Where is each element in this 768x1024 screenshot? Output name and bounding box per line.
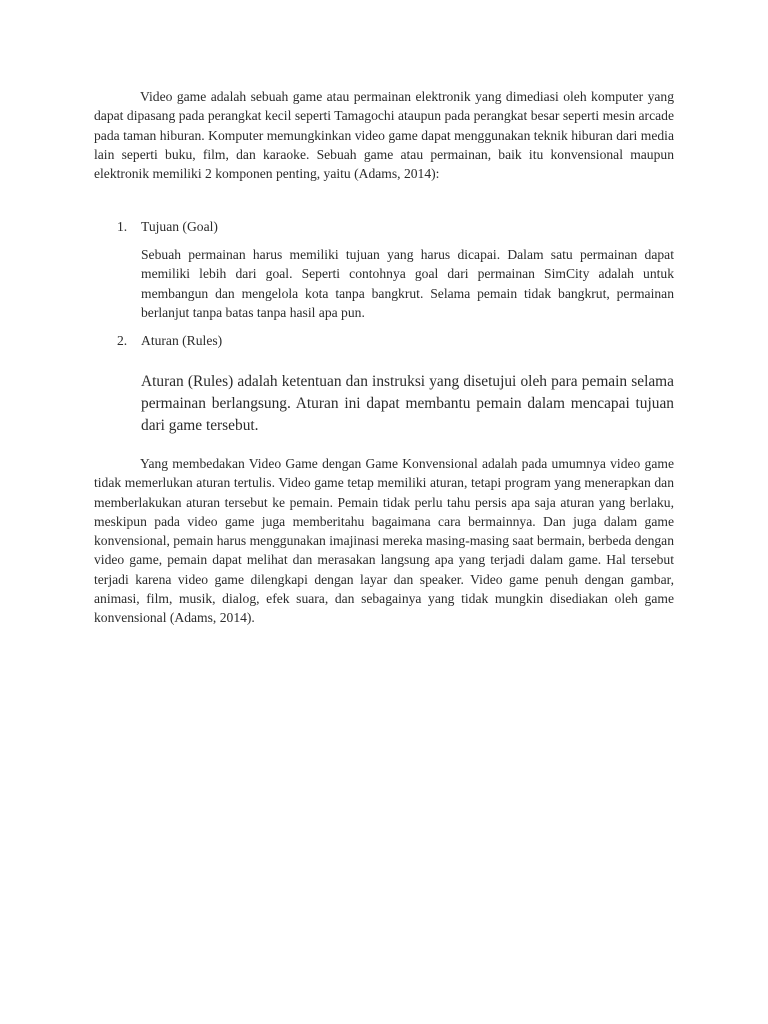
list-title: Aturan (Rules) xyxy=(141,333,223,348)
list-body-rules: Aturan (Rules) adalah ketentuan dan instruksi yang disetujui oleh para pemain selama permainan berlangsung. Aturan ini dapat membantu pemain dalam mencapai tujuan dari game tersebut. xyxy=(141,373,674,434)
list-title: Tujuan (Goal) xyxy=(141,219,218,234)
list-item-rules xyxy=(117,331,317,351)
intro-paragraph: Video game adalah sebuah game atau permainan elektronik yang dimediasi oleh komputer yang dapat dipasang pada perangkat kecil seperti Tamagochi ataupun pada perangkat besar seperti mesin arcade pada taman hiburan. Komputer memungkinkan video game dapat menggunakan teknik hiburan dari media lain seperti buku, film, dan karaoke. Sebuah game atau permainan, baik itu konvensional maupun elektronik memiliki 2 komponen penting, yaitu (Adams, 2014): xyxy=(94,89,674,182)
list-item-goal xyxy=(117,217,317,237)
list-number: 1. xyxy=(117,219,128,234)
list-body-goal: Sebuah permainan harus memiliki tujuan yang harus dicapai. Dalam satu permainan dapat memiliki lebih dari goal. Seperti contohnya goal dari permainan SimCity adalah untuk membangun dan mengelola kota tanpa bangkrut. Selama pemain tidak bangkrut, permainan berlanjut tanpa batas tanpa hasil apa pun. xyxy=(141,247,674,320)
closing-paragraph: Yang membedakan Video Game dengan Game Konvensional adalah pada umumnya video game tidak memerlukan aturan tertulis. Video game tetap memiliki aturan, tetapi program yang menerapkan dan memberlakukan aturan tersebut ke pemain. Pemain tidak perlu tahu persis apa saja aturan yang berlaku, meskipun pada video game juga memberitahu bagaimana cara bermainnya. Dan juga dalam game konvensional, pemain harus menggunakan imajinasi mereka masing-masing saat bermain, berbeda dengan video game, pemain dapat melihat dan merasakan langsung apa yang terjadi dalam game. Hal tersebut terjadi karena video game dilengkapi dengan layar dan speaker. Video game penuh dengan gambar, animasi, film, musik, dialog, efek suara, dan sebagainya yang tidak mungkin disediakan oleh game konvensional (Adams, 2014). xyxy=(94,456,674,626)
list-number: 2. xyxy=(117,333,128,348)
